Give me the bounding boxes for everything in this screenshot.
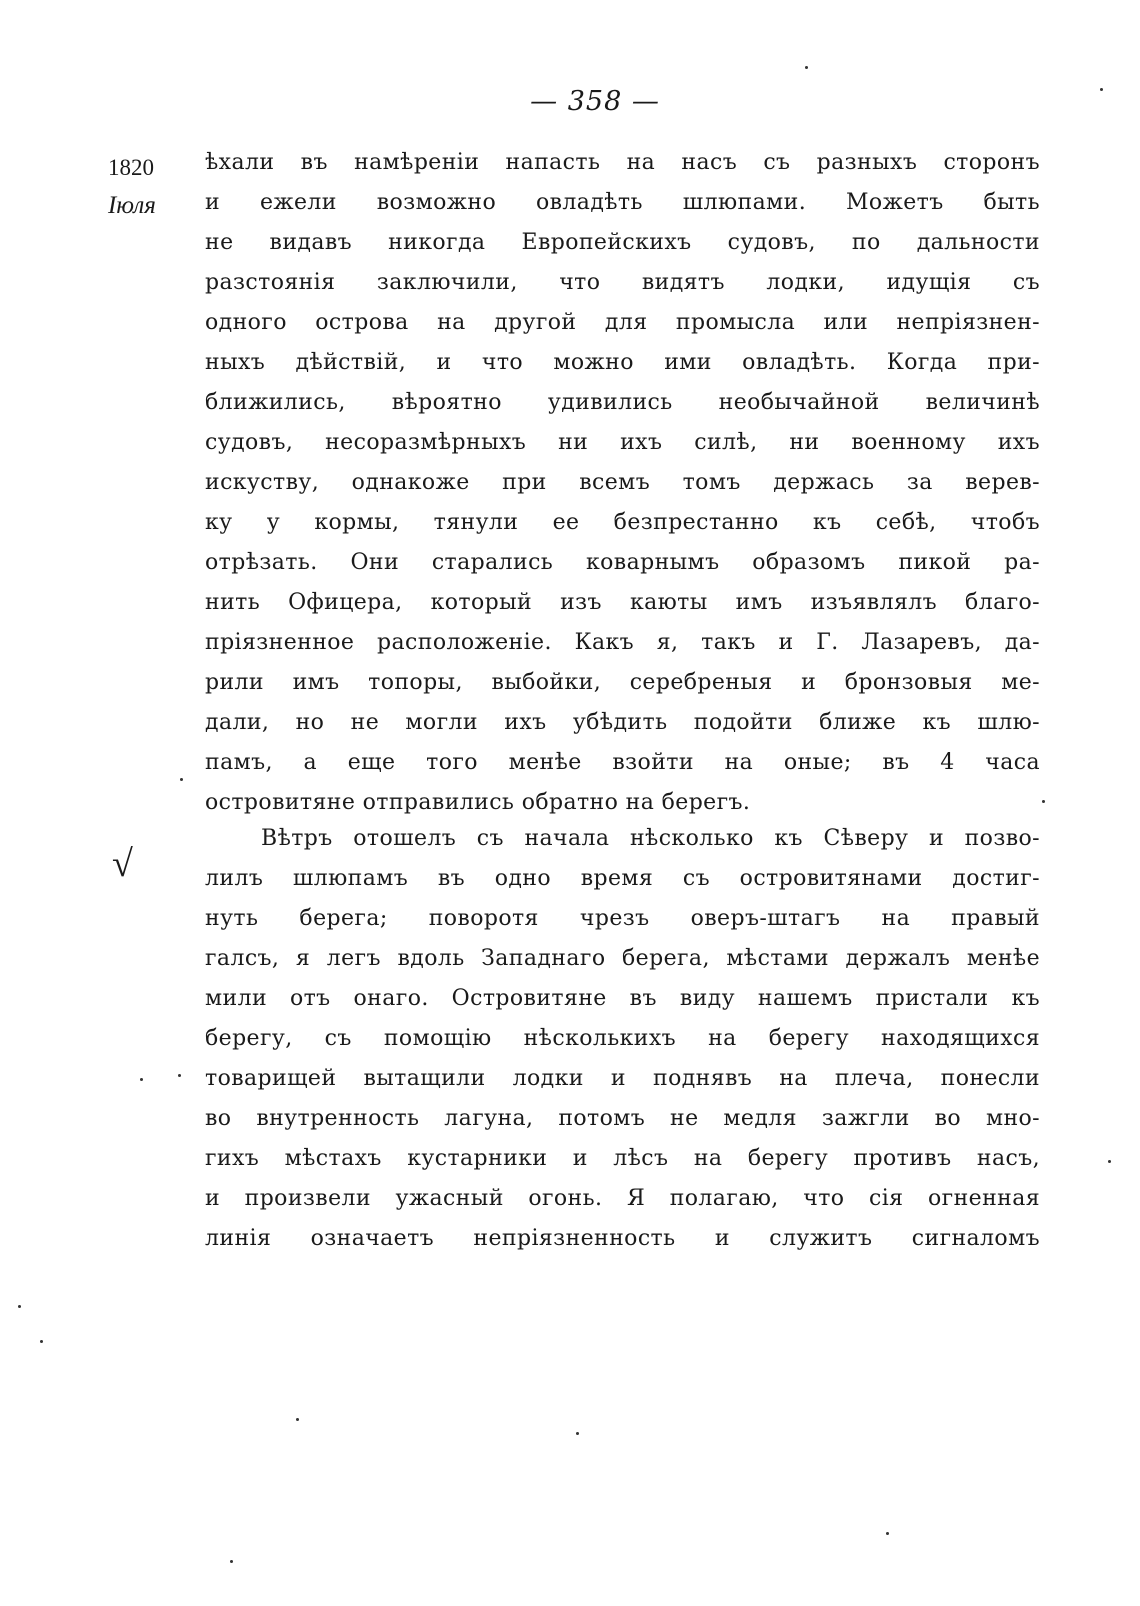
text-line: искуству, однакоже при всемъ томъ держась за верев-	[205, 470, 1040, 495]
scan-speck	[576, 1432, 579, 1435]
margin-check-mark: √	[112, 843, 133, 885]
scan-speck	[18, 1305, 21, 1308]
text-line: памъ, а еще того менѣе взойти на оные; въ 4 часа	[205, 750, 1040, 775]
scan-speck	[180, 778, 183, 781]
text-line: товарищей вытащили лодки и поднявъ на плеча, понесли	[205, 1066, 1040, 1091]
paragraph-2	[205, 819, 1040, 1259]
text-line: пріязненное расположеніе. Какъ я, такъ и Г. Лазаревъ, да-	[205, 630, 1040, 655]
text-line: ѣхали въ намѣреніи напасть на насъ съ разныхъ сторонъ	[205, 150, 1040, 175]
margin-month: Іюля	[108, 192, 156, 219]
scan-speck	[296, 1418, 299, 1421]
scan-speck	[1108, 1160, 1111, 1163]
scan-speck	[178, 1074, 181, 1077]
paragraph-1	[205, 143, 1040, 823]
text-line: и произвели ужасный огонь. Я полагаю, что сія огненная	[205, 1186, 1040, 1211]
text-line: берегу, съ помощію нѣсколькихъ на берегу находящихся	[205, 1026, 1040, 1051]
text-line: нуть берега; поворотя чрезъ оверъ-штагъ на правый	[205, 906, 1040, 931]
page-number: — 358 —	[530, 86, 660, 117]
text-line: ближились, вѣроятно удивились необычайной величинѣ	[205, 390, 1040, 415]
text-line: галсъ, я легъ вдоль Западнаго берега, мѣстами держалъ менѣе	[205, 946, 1040, 971]
text-line: и ежели возможно овладѣть шлюпами. Можетъ быть	[205, 190, 1040, 215]
text-line: лилъ шлюпамъ въ одно время съ островитянами достиг-	[205, 866, 1040, 891]
text-line: Вѣтръ отошелъ съ начала нѣсколько къ Сѣверу и позво-	[261, 826, 1040, 851]
text-line: островитяне отправились обратно на берегъ.	[205, 790, 751, 815]
scan-speck	[1042, 800, 1045, 803]
scan-speck	[886, 1532, 889, 1535]
scan-speck	[805, 66, 808, 69]
text-line: судовъ, несоразмѣрныхъ ни ихъ силѣ, ни военному ихъ	[205, 430, 1040, 455]
text-line: мили отъ онаго. Островитяне въ виду нашемъ пристали къ	[205, 986, 1040, 1011]
text-line: ку у кормы, тянули ее безпрестанно къ себѣ, чтобъ	[205, 510, 1040, 535]
text-line: линія означаетъ непріязненность и служитъ сигналомъ	[205, 1226, 1040, 1251]
scan-speck	[230, 1560, 233, 1563]
text-line: нить Офицера, который изъ каюты имъ изъявлялъ благо-	[205, 590, 1040, 615]
text-line: во внутренность лагуна, потомъ не медля зажгли во мно-	[205, 1106, 1040, 1131]
scan-speck	[40, 1340, 43, 1343]
text-line: разстоянія заключили, что видятъ лодки, идущія съ	[205, 270, 1040, 295]
text-line: одного острова на другой для промысла или непріязнен-	[205, 310, 1040, 335]
text-line: дали, но не могли ихъ убѣдить подойти ближе къ шлю-	[205, 710, 1040, 735]
scan-speck	[1100, 88, 1103, 91]
text-line: гихъ мѣстахъ кустарники и лѣсъ на берегу противъ насъ,	[205, 1146, 1040, 1171]
text-line: ныхъ дѣйствій, и что можно ими овладѣть. Когда при-	[205, 350, 1040, 375]
margin-year: 1820	[108, 155, 154, 180]
text-line: отрѣзать. Они старались коварнымъ образомъ пикой ра-	[205, 550, 1040, 575]
scan-speck	[140, 1078, 143, 1081]
text-line: рили имъ топоры, выбойки, серебреныя и бронзовыя ме-	[205, 670, 1040, 695]
text-line: не видавъ никогда Европейскихъ судовъ, по дальности	[205, 230, 1040, 255]
